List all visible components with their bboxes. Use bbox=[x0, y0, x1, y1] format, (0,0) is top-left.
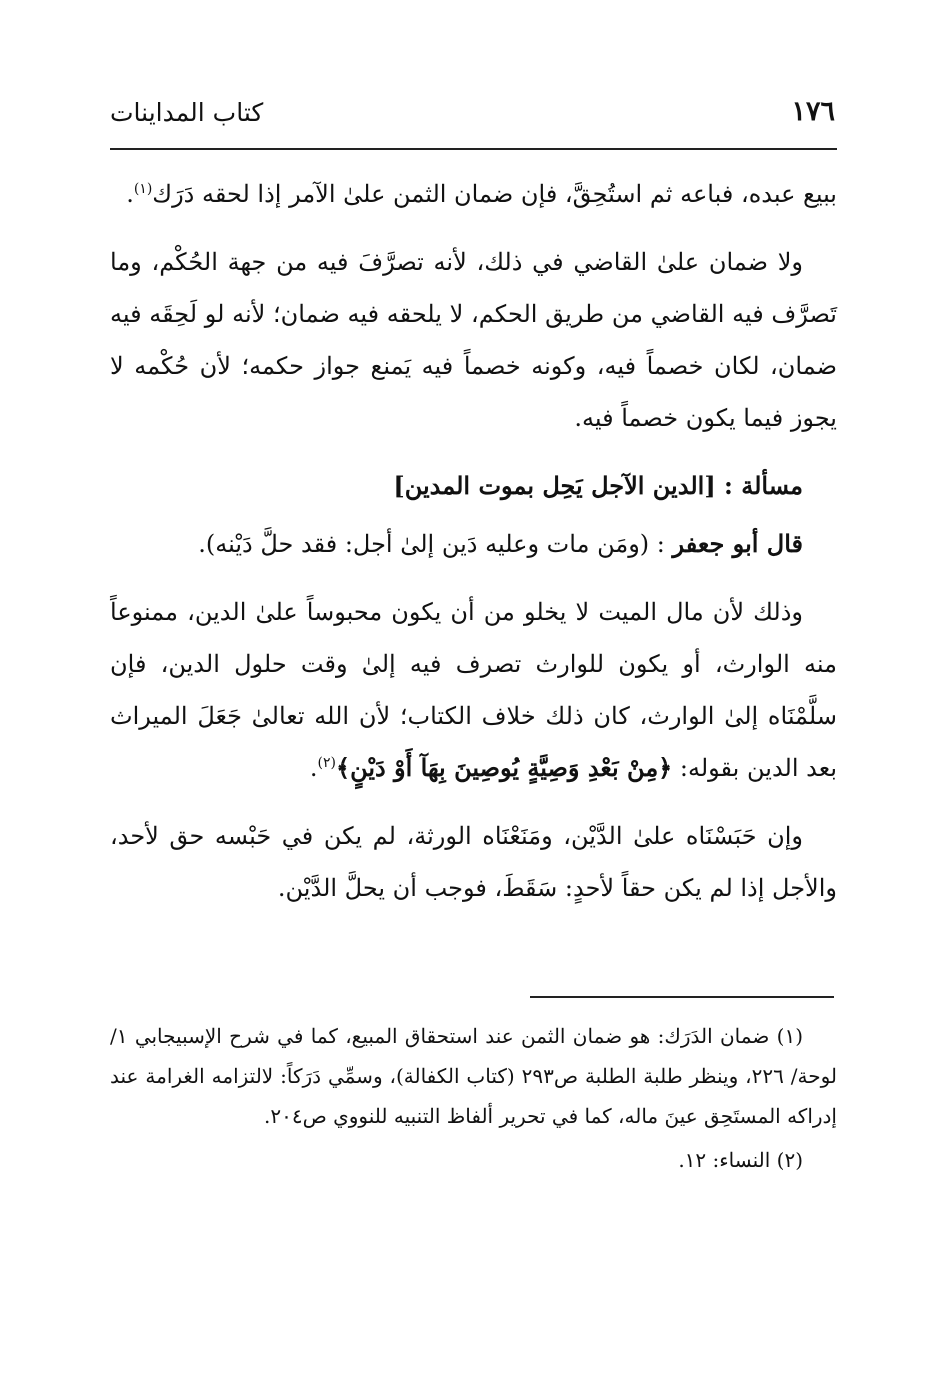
section-heading: مسألة : [الدين الآجل يَحِل بموت المدين] bbox=[393, 471, 803, 500]
paragraph-continuation bbox=[110, 168, 837, 220]
quran-verse: ﴿مِنْ بَعْدِ وَصِيَّةٍ يُوصِينَ بِهَآ أَوْ دَيْنٍ﴾ bbox=[336, 753, 673, 782]
paragraph-end: . bbox=[126, 180, 134, 208]
quoted-author: قال أبو جعفر bbox=[672, 529, 803, 558]
header-divider bbox=[110, 148, 837, 150]
footnotes bbox=[110, 1016, 837, 1184]
paragraph-judge-liability: ولا ضمان علىٰ القاضي في ذلك، لأنه تصرَّفَ فيه من جهة الحُكْم، وما تَصرَّف فيه القاضي من طريق الحكم، لا يلحقه فيه ضمان؛ لأنه لو لَحِقَه فيه ضمان، لكان خصماً فيه، وكونه خصماً فيه يَمنع جواز حكمه؛ لأن حُكْمه لا يجوز فيما يكون خصماً فيه. bbox=[110, 248, 837, 432]
main-text bbox=[110, 168, 837, 930]
page-number: ١٧٦ bbox=[791, 96, 835, 127]
paragraph-conclusion: وإن حَبَسْنَاه علىٰ الدَّيْن، ومَنَعْنَاه الورثة، لم يكن في حَبْسه حق لأحد، والأجل إذا لم يكن حقاً لأحدٍ: سَقَطَ، فوجب أن يحلَّ الدَّيْن. bbox=[110, 822, 837, 902]
paragraph-text: ببيع عبده، فباعه ثم استُحِقَّ، فإن ضمان الثمن علىٰ الآمر إذا لحقه دَرَك bbox=[152, 180, 837, 208]
chapter-title: كتاب المداينات bbox=[110, 98, 264, 127]
footnote-ref-1: (١) bbox=[133, 181, 153, 197]
footnote-ref-2: (٢) bbox=[317, 755, 336, 771]
paragraph-end: . bbox=[309, 754, 318, 782]
paragraph-reasoning bbox=[110, 586, 837, 794]
quoted-text: : (ومَن مات وعليه دَين إلىٰ أجل: فقد حلَّ دَيْنه). bbox=[198, 530, 665, 558]
running-header bbox=[110, 96, 835, 146]
footnote-divider bbox=[530, 996, 834, 998]
footnote-1: (١) ضمان الدَرَك: هو ضمان الثمن عند استحقاق المبيع، كما في شرح الإسبيجابي ١/ لوحة/ ٢٢٦، وينظر طلبة الطلبة ص٢٩٣ (كتاب الكفالة)، وسمِّي دَرَكاً: لالتزامه الغرامة عند إدراكه المستَحِق عينَ ماله، كما في تحرير ألفاظ التنبيه للنووي ص٢٠٤. bbox=[110, 1024, 838, 1128]
footnote-2: (٢) النساء: ١٢. bbox=[678, 1148, 803, 1172]
paragraph-text: وذلك لأن مال الميت لا يخلو من أن يكون محبوساً علىٰ الدين، ممنوعاً منه الوارث، أو يكون للوارث تصرف فيه إلىٰ وقت حلول الدين، فإن سلَّمْنَاه إلىٰ الوارث، كان ذلك خلاف الكتاب؛ لأن الله تعالىٰ جَعَلَ الميراث بعد الدين بقوله: bbox=[110, 598, 837, 782]
paragraph-quote-abu-jafar bbox=[110, 518, 837, 570]
